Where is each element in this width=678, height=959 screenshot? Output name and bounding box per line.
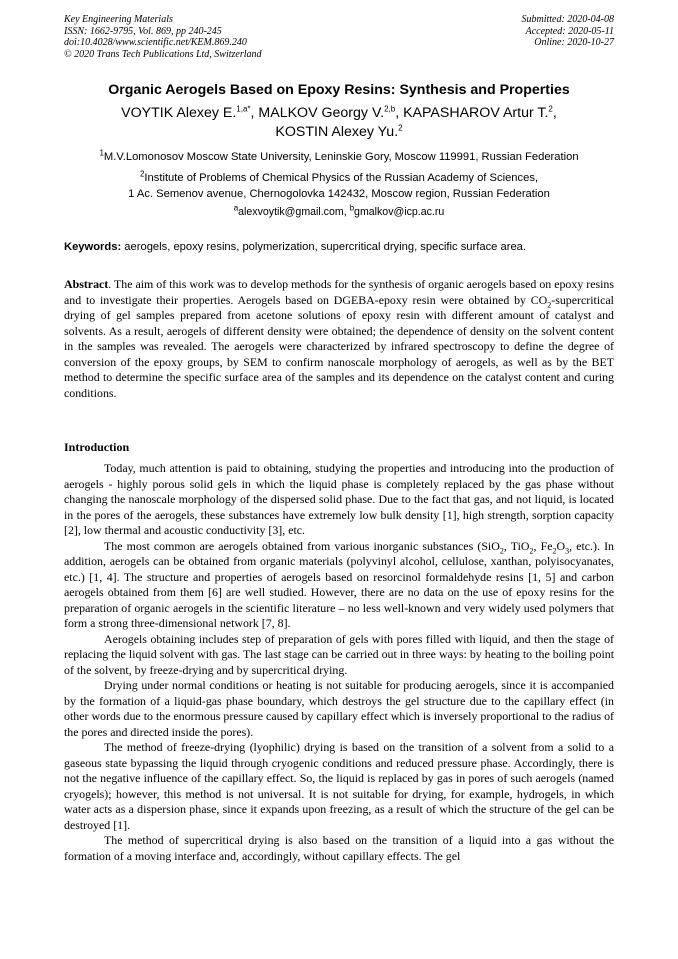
author-name: , MALKOV Georgy V. bbox=[250, 105, 385, 121]
paragraph: The method of supercritical drying is also based on the transition of a liquid into a gas without the formation of a moving interface and, accordingly, without capillary effects. The gel bbox=[64, 833, 614, 863]
author-name: KOSTIN Alexey Yu. bbox=[275, 124, 399, 140]
subscript: 2 bbox=[547, 299, 552, 309]
journal-name: Key Engineering Materials bbox=[64, 14, 173, 25]
keywords bbox=[64, 240, 614, 255]
email-link[interactable]: gmalkov@icp.ac.ru bbox=[354, 206, 445, 218]
date-accepted: Accepted: 2020-05-11 bbox=[525, 25, 614, 37]
journal-info bbox=[64, 14, 262, 60]
abstract-label: Abstract bbox=[64, 277, 109, 291]
email-mark: b bbox=[349, 203, 355, 213]
paragraph: Aerogels obtaining includes step of preparation of gels with pores filled with liquid, and then the stage of replacing the liquid solvent with gas. The last stage can be carried out in three ways: by heating to the boiling point of the solvent, by freeze-drying and by supercritical drying. bbox=[64, 631, 614, 677]
paragraph-text: , Fe bbox=[533, 538, 553, 553]
date-online: Online: 2020-10-27 bbox=[534, 37, 614, 48]
author-name: VOYTIK Alexey E. bbox=[121, 105, 237, 121]
journal-copyright: © 2020 Trans Tech Publications Ltd, Switzerland bbox=[64, 48, 262, 60]
paragraph: The method of freeze-drying (lyophilic) drying is based on the transition of a solvent from a solid to a gaseous state bypassing the liquid through cryogenic conditions and reduced pressure phase. Accordingly, there is not the negative influence of the capillary effect. So, the liquid is replaced by gas in pores of such aerogels (named cryogels); however, this method is not universal. It is not suitable for drying, for example, hydrogels, in which water acts as a dispersion phase, since it expands upon freezing, as a result of which the structure of the gel can be destroyed [1]. bbox=[64, 740, 614, 832]
email-link[interactable]: alexvoytik@gmail.com, bbox=[238, 206, 350, 218]
paragraph: Drying under normal conditions or heating is not suitable for producing aerogels, since it is accompanied by the formation of a liquid-gas phase boundary, which destroys the gel structure due to the capillary effect (in other words due to the enormous pressure caused by capillary effect which is inversely proportional to the radius of the pores and directed inside the pores). bbox=[64, 678, 614, 739]
paragraph-text: , TiO bbox=[503, 538, 530, 553]
email-mark: a bbox=[233, 203, 239, 213]
paragraph: Today, much attention is paid to obtaining, studying the properties and introducing into the production of aerogels - highly porous solid gels in which the liquid phase is completely replaced by the gas phase without changing the nanoscale morphology of the dispersed solid phase. Due to the fact that gas, and not liquid, is located in the pores of the aerogels, these substances have extremely low bulk density [1], high strength, sorption capacity [2], low thermal and acoustic conductivity [3], etc. bbox=[64, 461, 614, 537]
keywords-label: Keywords: bbox=[64, 241, 122, 253]
subscript: 2 bbox=[552, 545, 557, 555]
author-list bbox=[40, 104, 638, 142]
affiliation-1 bbox=[40, 149, 638, 165]
journal-issn: ISSN: 1662-9795, Vol. 869, pp 240-245 bbox=[64, 25, 222, 37]
paragraph-text: The most common are aerogels obtained from various inorganic substances (SiO bbox=[104, 538, 500, 553]
affiliation-mark: 2 bbox=[139, 169, 145, 179]
author-affiliation-mark: 1,a* bbox=[236, 104, 251, 114]
paragraph-text: O bbox=[556, 538, 566, 553]
affiliation-mark: 1 bbox=[99, 148, 104, 158]
affiliation-text: M.V.Lomonosov Moscow State University, Leninskie Gory, Moscow 119991, Russian Federation bbox=[103, 151, 579, 163]
affiliation-text: Institute of Problems of Chemical Physics of the Russian Academy of Sciences, bbox=[144, 172, 539, 184]
subscript: 2 bbox=[499, 545, 504, 555]
subscript: 2 bbox=[529, 545, 534, 555]
section-heading-introduction: Introduction bbox=[64, 440, 130, 454]
paragraph bbox=[64, 539, 614, 632]
abstract-text: -supercritical drying of gel samples prepared from acetone solutions of epoxy resin with different amount of catalyst and solvents. As a result, aerogels of different density were obtained; the dependence of density on the solvent content in the samples was revealed. The aerogels were characterized by infrared spectroscopy to define the degree of conversion of the epoxy groups, by SEM to confirm nanoscale morphology of aerogels, as well as by the BET method to determine the specific surface area of the samples and its dependence on the catalyst content and curing conditions. bbox=[64, 292, 614, 400]
author-name: , KAPASHAROV Artur T. bbox=[395, 105, 549, 121]
introduction-body bbox=[64, 461, 614, 864]
abstract bbox=[64, 277, 614, 401]
publication-dates bbox=[522, 14, 615, 49]
journal-header bbox=[64, 14, 614, 66]
author-separator: , bbox=[552, 105, 557, 121]
affiliation-2 bbox=[40, 170, 638, 202]
affiliation-text: 1 Ac. Semenov avenue, Chernogolovka 142432, Moscow region, Russian Federation bbox=[128, 188, 550, 200]
journal-doi[interactable]: doi:10.4028/www.scientific.net/KEM.869.240 bbox=[64, 37, 247, 48]
author-affiliation-mark: 2 bbox=[548, 104, 553, 114]
author-affiliation-mark: 2 bbox=[398, 123, 403, 133]
keywords-text: aerogels, epoxy resins, polymerization, supercritical drying, specific surface area. bbox=[121, 241, 526, 253]
subscript: 3 bbox=[565, 545, 570, 555]
paper-title: Organic Aerogels Based on Epoxy Resins: Synthesis and Properties bbox=[108, 82, 570, 98]
paragraph-text: , etc.). In addition, aerogels can be obtained from organic materials (polyvinyl alcohol, cellulose, xanthan, polyisocyanates, etc.) [1, 4]. The structure and properties of aerogels based on resorcinol formaldehyde resins [1, 5] and carbon aerogels obtained from them [6] are well studied. However, there are no data on the use of epoxy resins for the preparation of organic aerogels in the scientific literature – no less well-known and very widely used polymers that form a strong three-dimensional network [7, 8]. bbox=[64, 538, 614, 630]
abstract-text: . The aim of this work was to develop methods for the synthesis of organic aerogels based on epoxy resins and to investigate their properties. Aerogels based on DGEBA-epoxy resin were obtained by CO bbox=[64, 277, 614, 307]
author-emails bbox=[40, 205, 638, 220]
author-affiliation-mark: 2,b bbox=[384, 104, 396, 114]
date-submitted: Submitted: 2020-04-08 bbox=[521, 14, 614, 25]
